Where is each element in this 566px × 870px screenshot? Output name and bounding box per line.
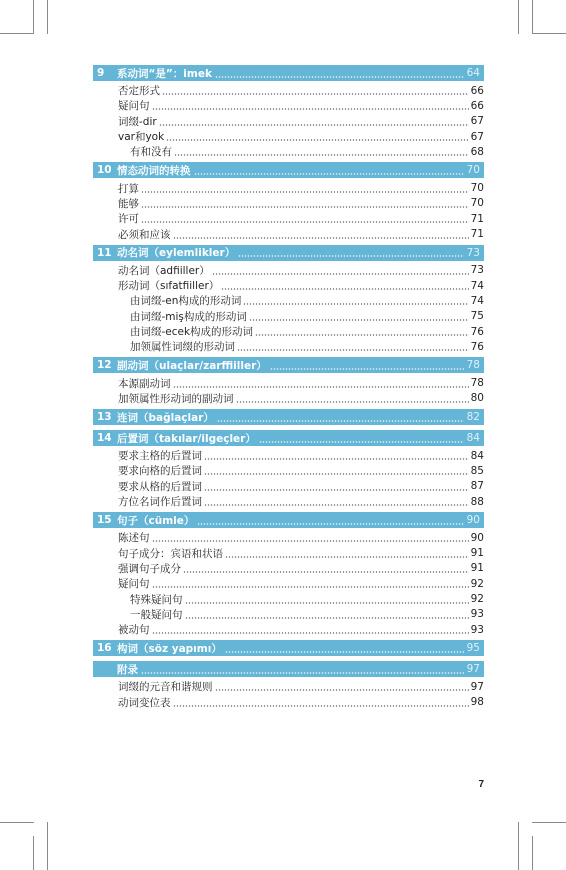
- toc-section-heading[interactable]: [93, 640, 484, 656]
- entry-title: 由词缀-ecek构成的形动词: [130, 326, 254, 338]
- toc-entry[interactable]: [93, 339, 484, 354]
- entry-page: 97: [470, 680, 484, 693]
- section-page: 73: [466, 246, 480, 259]
- entry-title: 本源副动词: [118, 377, 171, 390]
- toc-entry[interactable]: [93, 391, 484, 406]
- toc-entry[interactable]: [93, 607, 484, 622]
- section-number: 9: [97, 67, 105, 79]
- dot-leader: [152, 101, 469, 110]
- section-number: 13: [97, 411, 112, 424]
- toc-entry[interactable]: [93, 479, 484, 494]
- entry-page: 90: [470, 531, 484, 544]
- section-title: 动名词（eylemlikler）: [117, 247, 236, 260]
- section-number: 16: [97, 642, 112, 655]
- toc-entry[interactable]: [93, 463, 484, 478]
- dot-leader: [270, 361, 464, 370]
- crop-mark: [0, 33, 34, 34]
- toc-entry[interactable]: [93, 591, 484, 606]
- dot-leader: [162, 86, 469, 95]
- dot-leader: [173, 698, 469, 707]
- entry-page: 91: [470, 547, 484, 560]
- toc-section-heading[interactable]: [93, 65, 484, 81]
- entry-title: 词缀的元音和谐规则: [118, 681, 213, 694]
- dot-leader: [221, 281, 468, 290]
- entry-page: 76: [470, 340, 484, 353]
- section-page: 70: [466, 164, 480, 177]
- toc-entry[interactable]: [93, 293, 484, 308]
- entry-title: 强调句子成分: [118, 562, 181, 575]
- dot-leader: [166, 132, 468, 141]
- entry-title: var和yok: [118, 131, 165, 144]
- entry-page: 67: [470, 130, 484, 143]
- dot-leader: [152, 579, 469, 588]
- entry-title: 加领属性形动词的副动词: [118, 392, 234, 405]
- dot-leader: [174, 147, 469, 156]
- entry-page: 74: [470, 279, 484, 292]
- toc-entry[interactable]: [93, 83, 484, 98]
- crop-mark: [518, 0, 519, 34]
- dot-leader: [173, 230, 469, 239]
- dot-leader: [249, 312, 469, 321]
- dot-leader: [152, 625, 469, 634]
- entry-title: 方位名词作后置词: [118, 496, 202, 509]
- entry-page: 93: [470, 623, 484, 636]
- toc-entry[interactable]: [93, 448, 484, 463]
- entry-page: 91: [470, 562, 484, 575]
- entry-page: 84: [470, 449, 484, 462]
- dot-leader: [243, 296, 468, 305]
- section-page: 78: [466, 359, 480, 372]
- crop-mark: [47, 0, 48, 34]
- entry-page: 68: [470, 145, 484, 158]
- section-title: 副动词（ulaçlar/zarffiiller）: [117, 359, 267, 372]
- toc-section-heading[interactable]: [93, 512, 484, 528]
- toc-entry[interactable]: [93, 180, 484, 195]
- entry-title: 要求主格的后置词: [118, 450, 202, 463]
- toc-entry[interactable]: [93, 695, 484, 710]
- crop-mark: [33, 0, 34, 34]
- entry-title: 一般疑问句: [130, 608, 183, 621]
- toc-entry[interactable]: [93, 530, 484, 545]
- dot-leader: [204, 497, 469, 506]
- entry-page: 93: [470, 608, 484, 621]
- entry-page: 66: [470, 84, 484, 97]
- toc-entry[interactable]: [93, 622, 484, 637]
- toc-entry[interactable]: [93, 144, 484, 159]
- crop-mark: [532, 822, 566, 823]
- dot-leader: [238, 248, 463, 257]
- dot-leader: [183, 564, 469, 573]
- entry-page: 76: [470, 325, 484, 338]
- section-number: 15: [97, 514, 112, 527]
- entry-page: 67: [470, 115, 484, 128]
- toc-entry[interactable]: [93, 375, 484, 390]
- toc-section-heading[interactable]: [93, 245, 484, 261]
- toc-section-heading[interactable]: [93, 162, 484, 178]
- entry-page: 80: [470, 392, 484, 405]
- dot-leader: [225, 644, 464, 653]
- entry-title: 由词缀-miş构成的形动词: [130, 310, 247, 323]
- toc-entry[interactable]: [93, 278, 484, 293]
- entry-title: 要求向格的后置词: [118, 465, 202, 478]
- entry-page: 88: [470, 495, 484, 508]
- dot-leader: [185, 610, 469, 619]
- toc-entry[interactable]: [93, 494, 484, 509]
- section-number: 11: [97, 246, 112, 259]
- toc-entry[interactable]: [93, 561, 484, 576]
- section-title: 后置词（takılar/ilgeçler）: [117, 432, 256, 445]
- section-page: 84: [466, 432, 480, 445]
- dot-leader: [204, 451, 469, 460]
- section-title: 情态动词的转换: [117, 164, 191, 177]
- section-number: 10: [97, 164, 112, 177]
- entry-title: 陈述句: [118, 532, 150, 545]
- dot-leader: [215, 69, 464, 78]
- entry-page: 92: [470, 577, 484, 590]
- toc-section-heading[interactable]: [93, 409, 484, 425]
- entry-page: 66: [470, 99, 484, 112]
- entry-title: 被动句: [118, 624, 150, 637]
- section-title: 系动词“是”：imek: [117, 67, 212, 80]
- entry-title: 形动词（sıfatfiiller）: [118, 280, 220, 293]
- toc-entry[interactable]: [93, 129, 484, 144]
- entry-title: 能够: [118, 197, 139, 210]
- entry-page: 70: [470, 197, 484, 210]
- dot-leader: [215, 682, 469, 691]
- entry-title: 句子成分：宾语和状语: [118, 547, 223, 560]
- section-number: 14: [97, 432, 112, 445]
- dot-leader: [141, 199, 469, 208]
- crop-mark: [532, 33, 566, 34]
- toc-entry[interactable]: [93, 309, 484, 324]
- entry-title: 打算: [118, 182, 139, 195]
- toc-entry[interactable]: [93, 324, 484, 339]
- section-title: 构词（söz yapımı）: [117, 642, 222, 655]
- entry-page: 92: [470, 593, 484, 606]
- section-number: 12: [97, 359, 112, 372]
- entry-title: 否定形式: [118, 85, 160, 98]
- entry-title: 有和没有: [130, 146, 172, 159]
- dot-leader: [141, 184, 469, 193]
- section-title: 句子（cümle）: [117, 514, 195, 527]
- entry-page: 70: [470, 182, 484, 195]
- dot-leader: [141, 214, 469, 223]
- dot-leader: [152, 533, 469, 542]
- toc-entry[interactable]: [93, 263, 484, 278]
- toc-entry[interactable]: [93, 196, 484, 211]
- entry-title: 疑问句: [118, 100, 150, 113]
- dot-leader: [217, 413, 464, 422]
- crop-mark: [33, 836, 34, 870]
- dot-leader: [185, 595, 469, 604]
- entry-title: 必须和应该: [118, 228, 171, 241]
- toc-section-heading[interactable]: [93, 357, 484, 373]
- toc-entry[interactable]: [93, 226, 484, 241]
- toc-entry[interactable]: [93, 211, 484, 226]
- table-of-contents: [93, 65, 484, 710]
- entry-title: 动词变位表: [118, 696, 171, 709]
- entry-page: 98: [470, 696, 484, 709]
- entry-page: 75: [470, 310, 484, 323]
- toc-section-heading[interactable]: [93, 661, 484, 677]
- dot-leader: [197, 516, 463, 525]
- section-title: 附录: [117, 663, 138, 676]
- entry-title: 特殊疑问句: [130, 593, 183, 606]
- crop-mark: [532, 836, 533, 870]
- section-page: 64: [466, 67, 480, 79]
- entry-page: 74: [470, 294, 484, 307]
- dot-leader: [236, 394, 469, 403]
- entry-title: 词缀-dir: [118, 115, 157, 128]
- entry-page: 73: [470, 264, 484, 277]
- dot-leader: [173, 379, 469, 388]
- entry-title: 许可: [118, 213, 139, 226]
- toc-entry[interactable]: [93, 114, 484, 129]
- entry-title: 要求从格的后置词: [118, 480, 202, 493]
- toc-entry[interactable]: [93, 546, 484, 561]
- entry-title: 加领属性词缀的形动词: [130, 341, 235, 354]
- dot-leader: [212, 266, 469, 275]
- section-title: 连词（bağlaçlar）: [117, 411, 214, 424]
- dot-leader: [255, 327, 469, 336]
- toc-entry[interactable]: [93, 679, 484, 694]
- section-page: 97: [466, 663, 480, 676]
- entry-title: 由词缀-en构成的形动词: [130, 295, 242, 308]
- toc-section-heading[interactable]: [93, 430, 484, 446]
- entry-page: 71: [470, 228, 484, 241]
- dot-leader: [204, 466, 469, 475]
- toc-entry[interactable]: [93, 576, 484, 591]
- section-page: 90: [466, 514, 480, 527]
- section-page: 95: [466, 642, 480, 655]
- dot-leader: [259, 434, 464, 443]
- dot-leader: [141, 665, 464, 674]
- crop-mark: [47, 822, 48, 870]
- entry-page: 78: [470, 377, 484, 390]
- crop-mark: [532, 0, 533, 34]
- entry-page: 85: [470, 464, 484, 477]
- dot-leader: [159, 117, 469, 126]
- entry-page: 87: [470, 480, 484, 493]
- page-number: 7: [478, 779, 484, 790]
- section-page: 82: [466, 411, 480, 424]
- entry-title: 动名词（adfiiller）: [118, 264, 210, 277]
- crop-mark: [0, 822, 34, 823]
- entry-page: 71: [470, 212, 484, 225]
- crop-mark: [518, 822, 519, 870]
- dot-leader: [237, 342, 469, 351]
- dot-leader: [225, 549, 469, 558]
- entry-title: 疑问句: [118, 578, 150, 591]
- toc-entry[interactable]: [93, 98, 484, 113]
- dot-leader: [194, 166, 464, 175]
- dot-leader: [204, 482, 469, 491]
